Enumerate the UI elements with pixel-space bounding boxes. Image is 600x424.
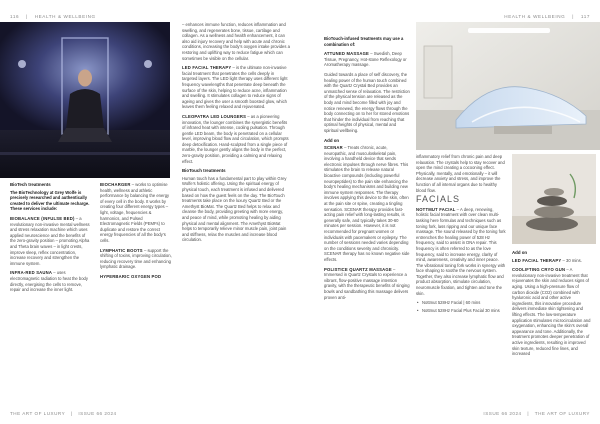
nottmut-label: NOTTMUT FACIAL: [416, 206, 456, 212]
left-column-1: [10, 182, 90, 404]
footer-left: THE ART OF LUXURY | ISSUE 66 2024: [10, 411, 117, 416]
treatment-room-illustration: [0, 22, 170, 178]
left-column-2: [100, 182, 172, 404]
biobalance-text: – a revolutionary non-invasive mental wellness and stress relaxation machine which uses applied neuroscience and the benefits of the zero-gravity position – promoting Alpha and Theta brain waves – in light crests, improve sleep, reflex concentration, increase recovery and strengthen the immune system.: [10, 215, 90, 266]
infrared-label: INFRA-RED SAUNA: [10, 270, 53, 276]
led-facial-label: LED FACIAL THERAPY: [182, 65, 232, 71]
running-head-right: HEALTH & WELLBEING | 117: [504, 14, 590, 19]
right-page: [300, 0, 600, 424]
running-head-left: 116 | HEALTH & WELLBEING: [10, 14, 96, 19]
biocharger-label: BIOCHARGER: [100, 182, 131, 187]
cleopatra-label: CLEOPATRA LED LOUNGERS: [182, 113, 247, 119]
polistice-continued: inflammatory relief from chronic pain and deep relaxation. The crystals help to stay recover and open the mind creating a cocooning effect. Physically, mentally, and emotionally – it will decrease anxiety and stress, and improve the function of all internal organs due to healthy blood flow.: [416, 154, 505, 193]
biotouch-text: Human touch has a fundamental part to play within Grey Wolfe’s holistic offering. Using the spiritual energy of physical touch, each treatment is infused and delivered based on how the guest feels on the day. The BioTouch treatments take place on the luxury Quartz Bed or the Amethyst BioMat. The Quartz Bed helps to relax and cleanse the body, providing greeting with more energy, and peace of mind, while promoting healing by aiding physical and mental alignment. The Amethyst BioMat helps to temporarily relieve minor muscle pain, joint pain and stiffness, relax the muscles and increase blood circulation.: [182, 175, 287, 243]
hyperbaric-intro-paragraph: [100, 274, 172, 280]
led-facial-paragraph: [182, 65, 290, 110]
price-item: • Nottmut 528Hz Facial Plus Facial 30 mins: [422, 308, 506, 314]
led-addon-text: – 30 mins.: [562, 257, 582, 263]
price-item: • Nottmut 528Hz Facial | 60 mins: [422, 300, 506, 306]
biotech-lead: The BioTechnology at Grey Wolfe is precisely researched and authentically created to deliver the ultimate recharge. These services include:: [10, 189, 90, 212]
cryo-label: COOLIFTING CRYO GUN: [512, 267, 566, 273]
attuned-text: – Swedish, Deep Tissue, Pregnancy, Hot-stone Reflexology or Aromatherapy massage.: [324, 51, 407, 68]
page-number: 116: [10, 14, 20, 19]
lounger-room-illustration: [416, 22, 600, 150]
led-addon-paragraph: [512, 258, 592, 264]
healing-body: Guided towards a place of self discovery, the healing power of the human touch combined with the Quartz Crystal Bed provides an unmatched sense of relaxation. The restriction of the physical tension are released as the body and mind become filled with joy and notice renewed, the energy flows through the body connecting on to her for stored emotions that hinder the individual from reaching that optimal heights of physical, mental and spiritual wellbeing.: [324, 71, 410, 133]
cryo-text: – A revolutionary non-invasive treatment that rejuvenates the skin and reduces signs of aging. Using a high-pressure flow of carbon dioxide (CO2) combined with hyaluronic acid and other active ingredients, this innovative procedure delivers immediate skin tightening and lifting effects. The low-temperature application stimulates microcirculation and oxygenation, enhancing the skin’s overall appearance and tone. Additionally, the treatment promotes deeper penetration of active ingredients, resulting in improved skin texture, reduced fine lines, and increased: [512, 267, 591, 357]
right-column-1: [324, 36, 410, 408]
lounger-room-photo: [416, 22, 600, 150]
right-column-3: [512, 250, 592, 408]
left-column-3: [182, 22, 290, 406]
scenar-label: SCENAR: [324, 145, 343, 151]
infrared-paragraph: [10, 270, 90, 292]
price-list: [422, 300, 506, 313]
lymphatic-text: – support the shifting of toxins, improving circulation, reducing recovery time and enhancing lymphatic drainage.: [100, 247, 172, 270]
stones-photo: [512, 154, 596, 244]
scenar-text: – Treats chronic, acute, neuropathic, and musculoskeletal pain, involving a handheld device that sends electronic impulses through nerve fibres. This stimulates the brain to release natural bioactive compounds (including powerful neuropeptides) to the pain site enhancing the body’s healing mechanisms and building new immune system responses. The therapy involves applying this device to the skin, often at the pain site or spine, creating a tingling sensation. SCENAR therapy provides fast-acting pain relief with long-lasting results, is generally safe, and typically takes 30-60 minutes per session. However, it is not recommended for pregnant women or individuals with pacemakers or epilepsy. The number of sessions needed varies depending on the conditions severity and chronicity. SCENAR therapy has no known negative side effects.: [324, 145, 410, 262]
right-column-2: [416, 154, 506, 408]
nottmut-text: – A deep, renewing, holistic facial treatment with over clean multi-tasking here formulas and techniques such as toning fork, lass ripping and our unique face massage. The sound released by the toning fork entrenches the healing power of 528 Hz frequency, said to assist in DNA repair. This frequency is often referred to as the love frequency, said to increase energy, clarity of mind, awareness, creativity and inner peace. The vibrational toning fork works in synergy with face shaping to soothe the nervous system. Together, they also increase lymphatic flow and product absorption, stimulate circulation, neuromuscle fixation, and tighten and tone the skin.: [416, 206, 506, 296]
attuned-paragraph: [324, 51, 410, 68]
attuned-label: ATTUNED MASSAGE: [324, 51, 370, 57]
footer-issue: ISSUE 66 2024: [483, 411, 522, 416]
lymphatic-paragraph: [100, 248, 172, 270]
polistice-text: – Immersed in Quartz Crystals to experience a vibrant, flow-positive massage intention gravity, with the therapeutic benefits of singing bowls and sandbathing this massage delivers proven anti-: [324, 266, 410, 300]
page-number: 117: [580, 14, 590, 19]
biobalance-label: BIOBALANCE (INFULSE BED): [10, 215, 75, 221]
addon-heading: Add on: [324, 137, 340, 143]
biocharger-text: – works to optimise health, wellness and athletic performance by balancing the energy of every cell in the body. It works by creating four different energy types – light, voltage, frequencies & harmonics, and Pulsed Electromagnetic Fields (PEMFs) to duplicate and restore the correct energy frequencies of all the body’s cells.: [100, 182, 170, 243]
polistice-paragraph: [324, 267, 410, 301]
cleopatra-paragraph: [182, 114, 290, 164]
section-name: HEALTH & WELLBEING: [504, 14, 566, 19]
hyperbaric-label: HYPERBARIC OXYGEN POD: [100, 273, 162, 279]
scenar-paragraph: [324, 145, 410, 262]
biotouch-lead: BioTouch-infused treatments may use a combination of:: [324, 36, 404, 47]
nottmut-paragraph: [416, 207, 506, 297]
biobalance-paragraph: [10, 216, 90, 266]
footer-magazine: THE ART OF LUXURY: [10, 411, 66, 416]
led-addon-label: LED FACIAL THERAPY: [512, 257, 562, 263]
footer-magazine: THE ART OF LUXURY: [534, 411, 590, 416]
biocharger-paragraph: [100, 182, 172, 244]
footer-issue: ISSUE 66 2024: [78, 411, 117, 416]
addon-heading-2: Add on: [512, 250, 528, 255]
cleopatra-text: – as a pioneering innovation, the lounger combines the synergistic benefits of infrared heat with intense, cooling pulsation. Through gentle LED beam, the body is penetrated on a cellular level, improving blood flow and circulation, which prompts deep detoxification. Hand-sculpted from a single piece of marble, the lounger gently aligns the body in the perfect, zero-gravity position, providing a calming and relaxing effect.: [182, 113, 289, 164]
facials-heading: FACIALS: [416, 194, 461, 205]
cryo-paragraph: [512, 267, 592, 357]
stones-illustration: [512, 154, 596, 244]
infrared-text: – uses electromagnetic radiation to heat the body directly, energising the cells to remove, repair and increase the inner light.: [10, 270, 88, 293]
section-name: HEALTH & WELLBEING: [34, 14, 96, 19]
lymphatic-label: LYMPHATIC BOOTS: [100, 247, 143, 253]
hyperbaric-text: – enhances immune function, reduces inflammation and swelling, and regenerates bone, tissue, cartilage and collagen. As a wellness and health enhancement, it can also aid injury recovery and help with acute and chronic conditions, increasing the body’s oxygen intake provides a restoring and uplifting way to reduce fatigue which can sometimes be visible on the cellular.: [182, 22, 290, 61]
biotech-heading: BioTech treatments: [10, 182, 51, 187]
biotouch-heading: BioTouch treatments: [182, 168, 226, 174]
polistice-label: POLISTICE QUARTZ MASSAGE: [324, 266, 392, 272]
led-facial-text: – is the ultimate non-invasive facial treatment that penetrates the cells deeply in targeted layers. The LED light therapy uses different light frequency wavelengths that penetrate deep beneath the surface of the skin, helping to reduce acne, inflammation and swelling. It stimulates collagen to reduce signs of ageing and gives the user a smooth boosted glow, which leaves them feeling relaxed and rejuvenated.: [182, 65, 288, 110]
footer-right: ISSUE 66 2024 | THE ART OF LUXURY: [483, 411, 590, 416]
treatment-room-photo: [0, 22, 170, 178]
